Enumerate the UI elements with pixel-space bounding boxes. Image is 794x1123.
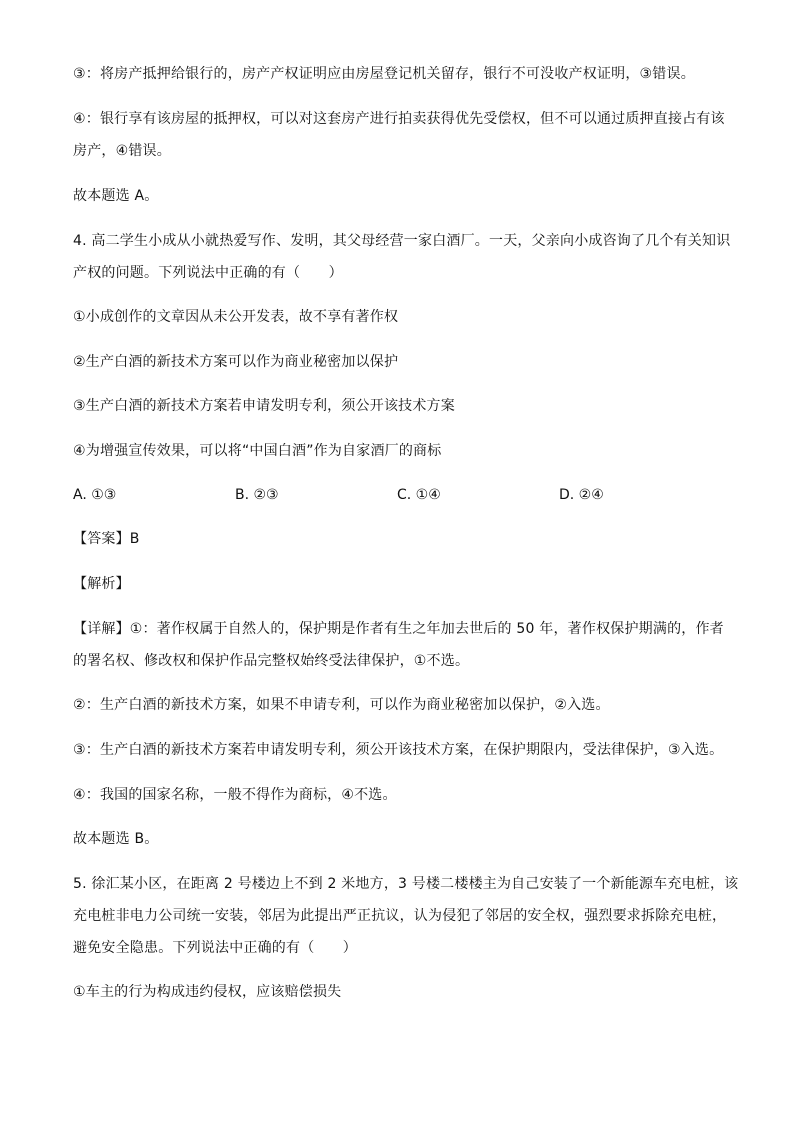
statement-line: ④为增强宣传效果，可以将“中国白酒”作为自家酒厂的商标 xyxy=(73,443,442,459)
paragraph-line: 故本题选 B。 xyxy=(73,831,159,847)
option-c: C. ①④ xyxy=(397,487,441,503)
statement-line: ①车主的行为构成违约侵权，应该赔偿损失 xyxy=(73,984,342,1000)
analysis-heading: 【解析】 xyxy=(73,576,130,592)
question-line: 5. 徐汇某小区，在距离 2 号楼边上不到 2 米地方，3 号楼二楼楼主为自己安装了一个新能源车充电桩，该 xyxy=(73,876,739,892)
question-line: 产权的问题。下列说法中正确的有（ ） xyxy=(73,265,343,281)
option-a: A. ①③ xyxy=(73,487,117,503)
paragraph-line: ③：将房产抵押给银行的，房产产权证明应由房屋登记机关留存，银行不可没收产权证明，③错误。 xyxy=(73,66,695,82)
question-line: 4. 高二学生小成从小就热爱写作、发明，其父母经营一家白酒厂。一天，父亲向小成咨询了几个有关知识 xyxy=(73,233,731,249)
explanation-line: 【详解】①：著作权属于自然人的，保护期是作者有生之年加去世后的 50 年，著作权保护期满的，作者 xyxy=(73,621,724,637)
question-line: 避免安全隐患。下列说法中正确的有（ ） xyxy=(73,940,357,956)
question-line: 充电桩非电力公司统一安装，邻居为此提出严正抗议，认为侵犯了邻居的安全权，强烈要求拆除充电桩， xyxy=(73,908,727,924)
explanation-line: 的署名权、修改权和保护作品完整权始终受法律保护，①不选。 xyxy=(73,653,470,669)
explanation-line: ④：我国的国家名称，一般不得作为商标，④不选。 xyxy=(73,787,397,803)
answer-line: 【答案】B xyxy=(73,531,140,547)
option-b: B. ②③ xyxy=(235,487,279,503)
statement-line: ①小成创作的文章因从未公开发表，故不享有著作权 xyxy=(73,309,399,325)
paragraph-line: 故本题选 A。 xyxy=(73,188,159,204)
paragraph-line: 房产，④错误。 xyxy=(73,143,171,159)
explanation-line: ③：生产白酒的新技术方案若申请发明专利，须公开该技术方案，在保护期限内，受法律保护，③入选。 xyxy=(73,742,724,758)
option-d: D. ②④ xyxy=(559,487,604,503)
statement-line: ②生产白酒的新技术方案可以作为商业秘密加以保护 xyxy=(73,354,399,370)
answer-options xyxy=(73,485,723,505)
explanation-line: ②：生产白酒的新技术方案，如果不申请专利，可以作为商业秘密加以保护，②入选。 xyxy=(73,697,610,713)
paragraph-line: ④：银行享有该房屋的抵押权，可以对这套房产进行拍卖获得优先受偿权，但不可以通过质押直接占有该 xyxy=(73,111,725,127)
statement-line: ③生产白酒的新技术方案若申请发明专利，须公开该技术方案 xyxy=(73,398,455,414)
